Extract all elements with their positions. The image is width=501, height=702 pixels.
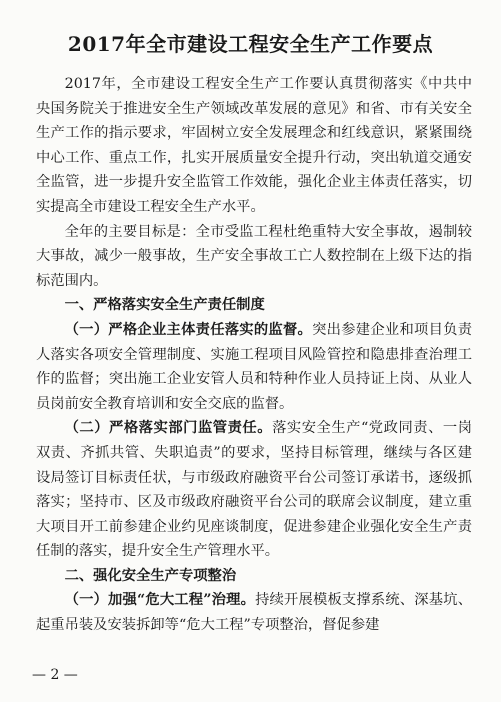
document-title: 2017年全市建设工程安全生产工作要点	[67, 32, 434, 56]
section-1-item-2-lead: （二）严格落实部门监管责任。	[64, 420, 273, 437]
page-number: — 2 —	[32, 667, 78, 683]
section-2-item-1-lead: （一）加强“危大工程”治理。	[64, 592, 256, 609]
section-2-item-1	[36, 588, 472, 637]
intro-paragraph-1: 2017年，全市建设工程安全生产工作要认真贯彻落实《中共中央国务院关于推进安全生产领域改革发展的意见》和省、市有关安全生产工作的指示要求，牢固树立安全发展理念和红线意识，紧紧围绕中心工作、重点工作，扎实开展质量安全提升行动，突出轨道交通安全监管，进一步提升安全监管工作效能，强化企业主体责任落实，切实提高全市建设工程安全生产水平。	[36, 76, 472, 215]
section-2-heading: 二、强化安全生产专项整治	[64, 567, 237, 584]
section-1-item-1	[36, 318, 472, 416]
section-1-item-2-text: 落实安全生产“党政同责、一岗双责、齐抓共管、失职追责”的要求，坚持目标管理，继续与各区建设局签订目标责任状，与市级政府融资平台公司签订承诺书，逐级抓落实；坚持市、区及市级政府融资平台公司的联席会议制度，建立重大项目开工前参建企业约见座谈制度，促进参建企业强化安全生产责任制的落实，提升安全生产管理水平。	[36, 420, 473, 560]
section-2-item-1-text: 持续开展模板支撑系统、深基坑、起重吊装及安装拆卸等“危大工程”专项整治，督促参建	[36, 592, 472, 634]
intro-paragraph-2: 全年的主要目标是：全市受监工程杜绝重特大安全事故，遏制较大事故，减少一般事故，生产安全事故工亡人数控制在上级下达的指标范围内。	[36, 223, 472, 289]
section-1-item-2	[36, 416, 472, 564]
section-1-item-1-text: 突出参建企业和项目负责人落实各项安全管理制度、实施工程项目风险管控和隐患排查治理工作的监督；突出施工企业安管人员和特种作业人员持证上岗、从业人员岗前安全教育培训和安全交底的监督。	[36, 321, 473, 412]
section-1-heading: 一、严格落实安全生产责任制度	[64, 297, 265, 314]
section-1-item-1-lead: （一）严格企业主体责任落实的监督。	[64, 321, 313, 338]
document-body	[36, 72, 472, 638]
